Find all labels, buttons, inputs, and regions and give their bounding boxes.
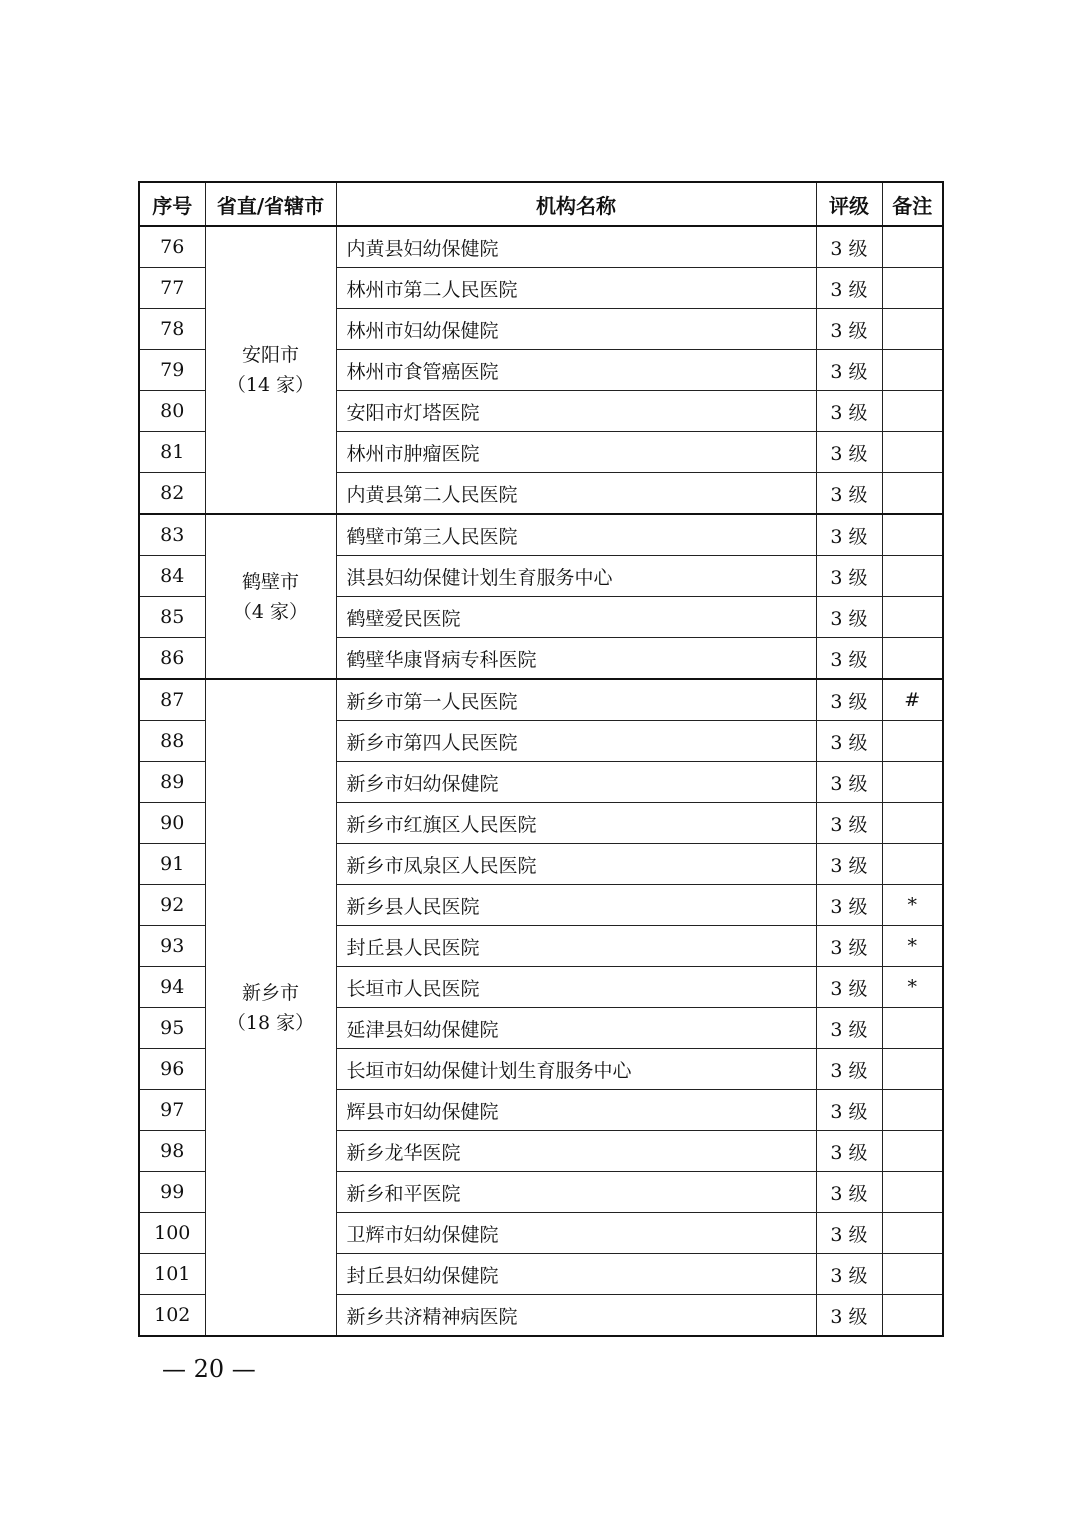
- cell-no: 85: [139, 597, 205, 638]
- header-no: 序号: [139, 182, 205, 226]
- cell-level: 3 级: [816, 1295, 882, 1337]
- cell-level: 3 级: [816, 473, 882, 515]
- cell-note: *: [882, 967, 943, 1008]
- cell-note: [882, 844, 943, 885]
- cell-note: [882, 226, 943, 268]
- cell-no: 87: [139, 679, 205, 721]
- cell-no: 90: [139, 803, 205, 844]
- cell-no: 97: [139, 1090, 205, 1131]
- cell-region: [205, 514, 336, 679]
- region-name: 安阳市: [241, 344, 299, 366]
- page-number: — 20 —: [162, 1355, 256, 1383]
- cell-name: 林州市第二人民医院: [336, 268, 816, 309]
- cell-note: [882, 597, 943, 638]
- cell-no: 79: [139, 350, 205, 391]
- institution-table: [138, 181, 944, 1337]
- cell-name: 内黄县第二人民医院: [336, 473, 816, 515]
- cell-name: 新乡市凤泉区人民医院: [336, 844, 816, 885]
- cell-name: 延津县妇幼保健院: [336, 1008, 816, 1049]
- cell-level: 3 级: [816, 967, 882, 1008]
- cell-name: 鹤壁市第三人民医院: [336, 514, 816, 556]
- cell-no: 99: [139, 1172, 205, 1213]
- cell-level: 3 级: [816, 350, 882, 391]
- cell-no: 82: [139, 473, 205, 515]
- cell-no: 76: [139, 226, 205, 268]
- cell-name: 新乡龙华医院: [336, 1131, 816, 1172]
- table-row: [139, 226, 943, 268]
- cell-note: [882, 1213, 943, 1254]
- cell-level: 3 级: [816, 679, 882, 721]
- table-row: [139, 514, 943, 556]
- cell-level: 3 级: [816, 226, 882, 268]
- cell-level: 3 级: [816, 1172, 882, 1213]
- cell-no: 93: [139, 926, 205, 967]
- cell-note: [882, 309, 943, 350]
- header-region: 省直/省辖市: [205, 182, 336, 226]
- cell-no: 89: [139, 762, 205, 803]
- cell-note: [882, 391, 943, 432]
- cell-level: 3 级: [816, 803, 882, 844]
- region-count: （14 家）: [226, 374, 315, 396]
- cell-note: [882, 721, 943, 762]
- cell-name: 林州市妇幼保健院: [336, 309, 816, 350]
- cell-level: 3 级: [816, 762, 882, 803]
- cell-note: [882, 1131, 943, 1172]
- cell-level: 3 级: [816, 1254, 882, 1295]
- cell-no: 94: [139, 967, 205, 1008]
- cell-level: 3 级: [816, 309, 882, 350]
- cell-note: [882, 1295, 943, 1337]
- region-name: 鹤壁市: [241, 570, 299, 593]
- cell-level: 3 级: [816, 721, 882, 762]
- cell-no: 101: [139, 1254, 205, 1295]
- cell-name: 鹤壁华康肾病专科医院: [336, 638, 816, 680]
- cell-note: [882, 350, 943, 391]
- cell-no: 102: [139, 1295, 205, 1337]
- cell-note: [882, 1254, 943, 1295]
- cell-level: 3 级: [816, 844, 882, 885]
- cell-name: 新乡共济精神病医院: [336, 1295, 816, 1337]
- cell-level: 3 级: [816, 1008, 882, 1049]
- header-note: 备注: [882, 182, 943, 226]
- cell-level: 3 级: [816, 885, 882, 926]
- cell-note: #: [882, 679, 943, 721]
- cell-name: 安阳市灯塔医院: [336, 391, 816, 432]
- cell-level: 3 级: [816, 638, 882, 680]
- cell-name: 鹤壁爱民医院: [336, 597, 816, 638]
- table-row: [139, 679, 943, 721]
- cell-no: 88: [139, 721, 205, 762]
- cell-no: 100: [139, 1213, 205, 1254]
- cell-name: 淇县妇幼保健计划生育服务中心: [336, 556, 816, 597]
- cell-name: 新乡市第一人民医院: [336, 679, 816, 721]
- cell-level: 3 级: [816, 1049, 882, 1090]
- cell-note: [882, 432, 943, 473]
- cell-no: 80: [139, 391, 205, 432]
- cell-level: 3 级: [816, 1090, 882, 1131]
- cell-note: [882, 514, 943, 556]
- cell-level: 3 级: [816, 1213, 882, 1254]
- cell-note: [882, 1049, 943, 1090]
- cell-no: 77: [139, 268, 205, 309]
- cell-name: 辉县市妇幼保健院: [336, 1090, 816, 1131]
- cell-level: 3 级: [816, 556, 882, 597]
- cell-note: [882, 638, 943, 680]
- cell-name: 林州市食管癌医院: [336, 350, 816, 391]
- cell-no: 84: [139, 556, 205, 597]
- cell-region: [205, 679, 336, 1336]
- cell-name: 封丘县妇幼保健院: [336, 1254, 816, 1295]
- cell-level: 3 级: [816, 514, 882, 556]
- cell-name: 长垣市妇幼保健计划生育服务中心: [336, 1049, 816, 1090]
- cell-name: 内黄县妇幼保健院: [336, 226, 816, 268]
- cell-no: 95: [139, 1008, 205, 1049]
- cell-region: [205, 226, 336, 514]
- cell-name: 新乡市妇幼保健院: [336, 762, 816, 803]
- cell-no: 98: [139, 1131, 205, 1172]
- cell-no: 83: [139, 514, 205, 556]
- cell-note: *: [882, 926, 943, 967]
- cell-name: 封丘县人民医院: [336, 926, 816, 967]
- cell-no: 91: [139, 844, 205, 885]
- table-header-row: [139, 182, 943, 226]
- cell-name: 卫辉市妇幼保健院: [336, 1213, 816, 1254]
- cell-note: [882, 803, 943, 844]
- cell-name: 新乡市第四人民医院: [336, 721, 816, 762]
- table-body: [139, 226, 943, 1336]
- region-name: 新乡市: [241, 981, 299, 1004]
- cell-no: 86: [139, 638, 205, 680]
- cell-name: 新乡和平医院: [336, 1172, 816, 1213]
- cell-no: 96: [139, 1049, 205, 1090]
- cell-no: 92: [139, 885, 205, 926]
- cell-note: [882, 1008, 943, 1049]
- region-count: （4 家）: [232, 600, 309, 623]
- cell-note: [882, 268, 943, 309]
- cell-level: 3 级: [816, 432, 882, 473]
- cell-name: 新乡市红旗区人民医院: [336, 803, 816, 844]
- region-count: （18 家）: [226, 1011, 315, 1034]
- header-level: 评级: [816, 182, 882, 226]
- cell-level: 3 级: [816, 1131, 882, 1172]
- cell-level: 3 级: [816, 391, 882, 432]
- cell-name: 新乡县人民医院: [336, 885, 816, 926]
- header-name: 机构名称: [336, 182, 816, 226]
- cell-level: 3 级: [816, 268, 882, 309]
- cell-name: 林州市肿瘤医院: [336, 432, 816, 473]
- cell-note: [882, 1090, 943, 1131]
- cell-note: [882, 473, 943, 515]
- cell-note: [882, 1172, 943, 1213]
- cell-level: 3 级: [816, 926, 882, 967]
- cell-name: 长垣市人民医院: [336, 967, 816, 1008]
- cell-no: 81: [139, 432, 205, 473]
- cell-note: *: [882, 885, 943, 926]
- cell-note: [882, 556, 943, 597]
- cell-note: [882, 762, 943, 803]
- cell-level: 3 级: [816, 597, 882, 638]
- cell-no: 78: [139, 309, 205, 350]
